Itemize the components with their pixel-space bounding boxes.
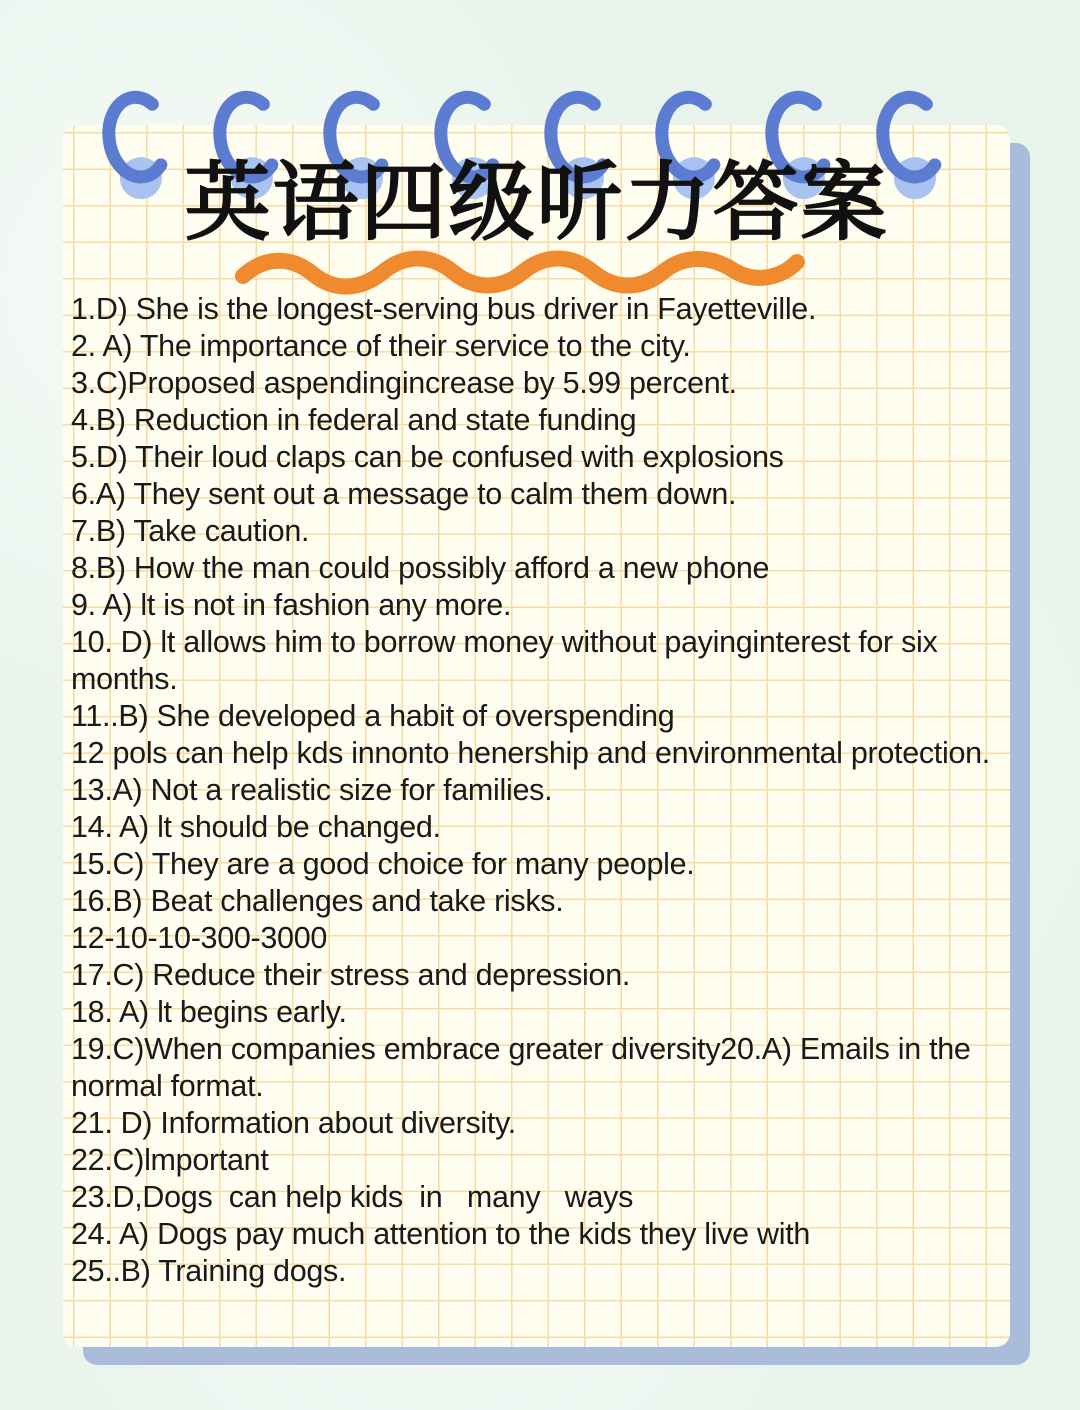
answer-line: 21. D) Information about diversity. (71, 1106, 516, 1140)
answer-line: 16.B) Beat challenges and take risks. (71, 884, 564, 918)
answer-line: 12-10-10-300-3000 (71, 921, 328, 955)
answer-line: 17.C) Reduce their stress and depression. (71, 958, 631, 992)
answer-line: 8.B) How the man could possibly afford a new phone (71, 551, 770, 585)
answer-line: 24. A) Dogs pay much attention to the kids they live with (71, 1217, 811, 1251)
answer-line: 22.C)lmportant (71, 1143, 269, 1177)
answer-line: 5.D) Their loud claps can be confused with explosions (71, 440, 784, 474)
notebook-page (63, 125, 1010, 1347)
answer-line: 23.D,Dogs can help kids in many ways (71, 1180, 634, 1214)
answer-line: 2. A) The importance of their service to the city. (71, 329, 691, 363)
answer-line: 7.B) Take caution. (71, 514, 310, 548)
answer-line: 11..B) She developed a habit of overspending (71, 699, 675, 733)
answer-line: 18. A) lt begins early. (71, 995, 347, 1029)
answer-line: 19.C)When companies embrace greater diversity20.A) Emails in the normal format. (71, 1032, 979, 1103)
answer-line: 1.D) She is the longest-serving bus driver in Fayetteville. (71, 292, 817, 326)
answer-list (71, 291, 993, 1290)
page-title: 英语四级听力答案 (184, 153, 889, 253)
answer-line: 6.A) They sent out a message to calm them down. (71, 477, 737, 511)
answer-line: 12 pols can help kds innonto henership and environmental protection. (71, 736, 990, 770)
answer-line: 15.C) They are a good choice for many people. (71, 847, 695, 881)
answer-line: 4.B) Reduction in federal and state funding (71, 403, 637, 437)
answer-line: 25..B) Training dogs. (71, 1254, 347, 1288)
answer-line: 10. D) lt allows him to borrow money without payinginterest for six months. (71, 625, 946, 696)
answer-line: 14. A) lt should be changed. (71, 810, 441, 844)
answer-line: 9. A) lt is not in fashion any more. (71, 588, 512, 622)
title-underline-decoration (233, 249, 811, 295)
answer-line: 13.A) Not a realistic size for families. (71, 773, 553, 807)
answer-line: 3.C)Proposed aspendingincrease by 5.99 percent. (71, 366, 737, 400)
